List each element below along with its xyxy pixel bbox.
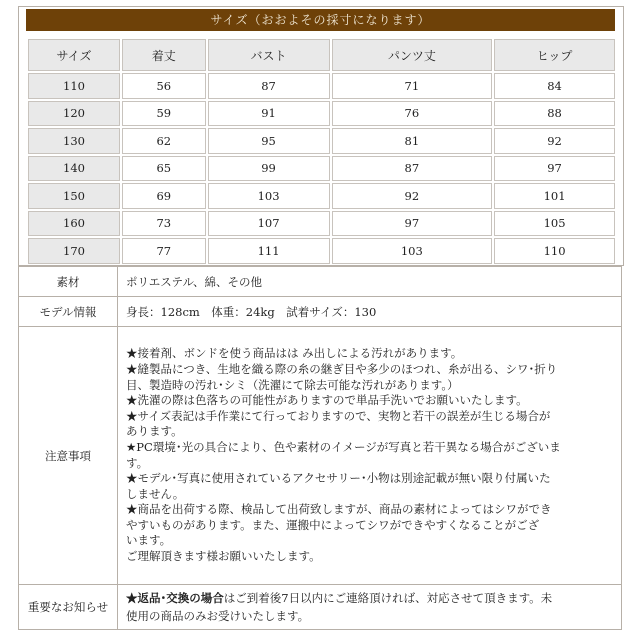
size-cell: 110 xyxy=(28,73,120,99)
notes-line: ★モデル･写真に使用されているアクセサリー･小物は別途記載が無い限り付属いた xyxy=(126,471,551,486)
size-cell: 95 xyxy=(208,128,330,154)
size-row xyxy=(28,183,615,209)
size-row xyxy=(28,73,615,99)
notes-line: しません。 xyxy=(126,486,185,501)
returns-heading: ★返品･交換の場合 xyxy=(126,591,224,605)
notes-line: す。 xyxy=(126,455,149,470)
notes-line: います。 xyxy=(126,533,172,548)
notes-line: ★PC環境･光の具合により、色や素材のイメージが写真と若干異なる場合がございま xyxy=(126,439,561,454)
size-table xyxy=(26,37,617,266)
notes-line: ★洗濯の際は色落ちの可能性がありますので単品手洗いでお願いいたします。 xyxy=(126,393,528,408)
size-cell: 81 xyxy=(332,128,493,154)
notes-line: ★商品を出荷する際、検品して出荷致しますが、商品の素材によってはシワができ xyxy=(126,502,552,517)
size-cell: 62 xyxy=(122,128,206,154)
size-cell: 88 xyxy=(494,101,615,127)
header-pants-length: パンツ丈 xyxy=(332,39,493,71)
size-cell: 56 xyxy=(122,73,206,99)
important-text xyxy=(118,585,622,630)
size-cell: 170 xyxy=(28,238,120,264)
size-cell: 69 xyxy=(122,183,206,209)
size-cell: 92 xyxy=(332,183,493,209)
size-cell: 65 xyxy=(122,156,206,182)
size-row xyxy=(28,156,615,182)
notes-text xyxy=(118,327,622,585)
size-row xyxy=(28,238,615,264)
size-cell: 105 xyxy=(494,211,615,237)
header-size: サイズ xyxy=(28,39,120,71)
size-row xyxy=(28,101,615,127)
size-cell: 101 xyxy=(494,183,615,209)
notes-line: ご理解頂きます様お願いいたします。 xyxy=(126,549,321,564)
header-bust: バスト xyxy=(208,39,330,71)
size-cell: 59 xyxy=(122,101,206,127)
info-table xyxy=(18,266,622,630)
important-label: 重要なお知らせ xyxy=(19,585,118,630)
size-cell: 77 xyxy=(122,238,206,264)
material-value: ポリエステル、綿、その他 xyxy=(118,267,622,297)
size-cell: 92 xyxy=(494,128,615,154)
size-cell: 140 xyxy=(28,156,120,182)
size-row xyxy=(28,211,615,237)
notes-line: ★縫製品につき、生地を織る際の糸の継ぎ目や多少のほつれ、糸が出る、シワ･折り xyxy=(126,361,558,376)
size-cell: 103 xyxy=(208,183,330,209)
notes-label: 注意事項 xyxy=(19,327,118,585)
important-line-2: 使用の商品のみお受けいたします。 xyxy=(126,609,310,623)
important-row xyxy=(19,585,622,630)
size-cell: 99 xyxy=(208,156,330,182)
notes-row xyxy=(19,327,622,585)
notes-line: やすいものがあります。また、運搬中によってシワができやすくなることがござ xyxy=(126,517,540,532)
notes-line: ★接着剤、ボンドを使う商品はは み出しによる汚れがあります。 xyxy=(126,346,463,361)
size-cell: 84 xyxy=(494,73,615,99)
size-cell: 111 xyxy=(208,238,330,264)
size-banner: サイズ（おおよその採寸になります） xyxy=(26,9,615,31)
material-row xyxy=(19,267,622,297)
size-cell: 150 xyxy=(28,183,120,209)
size-cell: 110 xyxy=(494,238,615,264)
size-cell: 160 xyxy=(28,211,120,237)
notes-line: 目、製造時の汚れ･シミ（洗濯にて除去可能な汚れがあります。） xyxy=(126,377,459,392)
size-cell: 97 xyxy=(332,211,493,237)
model-value: 身長：128cm 体重：24kg 試着サイズ：130 xyxy=(118,297,622,327)
important-line-1: ★返品･交換の場合はご到着後7日以内にご連絡頂ければ、対応させて頂きます。未 xyxy=(126,591,553,605)
size-cell: 120 xyxy=(28,101,120,127)
size-cell: 73 xyxy=(122,211,206,237)
notes-line: ★サイズ表記は手作業にて行っておりますので、実物と若干の誤差が生じる場合が xyxy=(126,408,551,423)
material-label: 素材 xyxy=(19,267,118,297)
notes-line: あります。 xyxy=(126,424,183,439)
model-label: モデル情報 xyxy=(19,297,118,327)
size-cell: 87 xyxy=(208,73,330,99)
model-row xyxy=(19,297,622,327)
size-cell: 91 xyxy=(208,101,330,127)
size-cell: 71 xyxy=(332,73,493,99)
size-cell: 76 xyxy=(332,101,493,127)
header-hip: ヒップ xyxy=(494,39,615,71)
size-cell: 87 xyxy=(332,156,493,182)
size-cell: 130 xyxy=(28,128,120,154)
header-length: 着丈 xyxy=(122,39,206,71)
size-cell: 97 xyxy=(494,156,615,182)
size-row xyxy=(28,128,615,154)
size-cell: 107 xyxy=(208,211,330,237)
size-cell: 103 xyxy=(332,238,493,264)
size-table-header-row xyxy=(28,39,615,71)
